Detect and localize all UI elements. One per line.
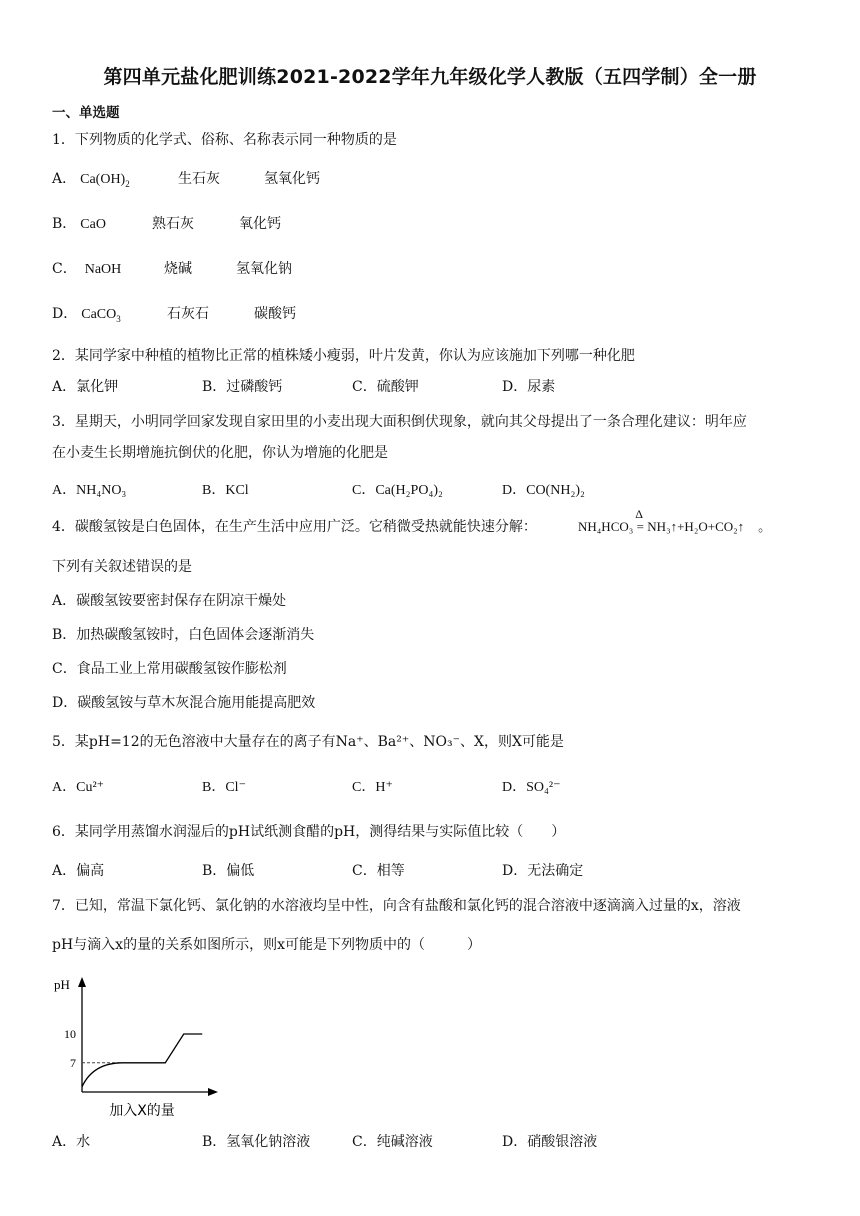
option-label: A． <box>52 171 77 187</box>
q3-option-c[interactable]: C．Ca(H₂PO₄)₂ <box>352 483 443 498</box>
q5-option-a[interactable]: A．Cu²⁺ <box>52 780 105 795</box>
q1-b-chemical-name: 氧化钙 <box>239 216 281 232</box>
q6-option-d[interactable]: D．无法确定 <box>502 863 584 879</box>
q1-d-common-name: 石灰石 <box>167 306 209 322</box>
q4-stem-line1: 4．碳酸氢铵是白色固体，在生产生活中应用广泛。它稍微受热就能快速分解： <box>52 519 537 535</box>
formula: Ca(OH) <box>80 172 126 187</box>
formula-subscript: 2 <box>125 178 130 189</box>
q1-option-d[interactable] <box>52 303 121 323</box>
y-axis-label: pH <box>54 977 70 992</box>
q1-stem: 1．下列物质的化学式、俗称、名称表示同一种物质的是 <box>52 132 397 148</box>
y-tick-label-10: 10 <box>64 1027 76 1041</box>
q1-b-common-name: 熟石灰 <box>152 216 194 232</box>
q7-option-c[interactable]: C．纯碱溶液 <box>352 1134 433 1150</box>
q2-option-c[interactable]: C．硫酸钾 <box>352 379 419 395</box>
q3-option-d[interactable]: D．CO(NH₂)₂ <box>502 483 585 498</box>
q5-stem: 5．某pH=12的无色溶液中大量存在的离子有Na⁺、Ba²⁺、NO₃⁻、X，则X可能是 <box>52 734 564 750</box>
formula: NaOH <box>84 262 122 277</box>
q5-option-b[interactable]: B．Cl⁻ <box>202 780 246 795</box>
equation-products: NH₃↑+H₂O+CO₂↑ <box>647 519 745 534</box>
heat-delta-symbol: Δ <box>635 507 644 521</box>
q3-option-b[interactable]: B．KCl <box>202 483 249 498</box>
q4-option-b[interactable]: B．加热碳酸氢铵时，白色固体会逐渐消失 <box>52 627 315 643</box>
x-axis-label: 加入X的量 <box>109 1103 175 1119</box>
q5-option-d[interactable]: D．SO₄²⁻ <box>502 780 561 795</box>
formula: CaO <box>80 217 106 232</box>
section-heading: 一、单选题 <box>52 105 120 121</box>
q7-stem-line1: 7．已知，常温下氯化钙、氯化钠的水溶液均呈中性，向含有盐酸和氯化钙的混合溶液中逐滴滴入过量的x，溶液 <box>52 898 741 914</box>
ph-curve-line <box>82 1034 202 1087</box>
x-axis-arrow-icon <box>208 1088 218 1096</box>
q3-stem-line1: 3．星期天，小明同学回家发现自家田里的小麦出现大面积倒伏现象，就向其父母提出了一条合理化建议：明年应 <box>52 414 747 430</box>
q1-option-c[interactable] <box>52 258 121 278</box>
q6-option-c[interactable]: C．相等 <box>352 863 405 879</box>
q7-option-a[interactable]: A．水 <box>52 1134 91 1150</box>
q4-stem-line2: 下列有关叙述错误的是 <box>52 559 192 575</box>
equation-reactant: NH₄HCO₃ <box>578 519 634 534</box>
q7-stem-line2: pH与滴入x的量的关系如图所示，则x可能是下列物质中的（ ） <box>52 937 481 953</box>
q2-option-d[interactable]: D．尿素 <box>502 379 556 395</box>
y-tick-label-7: 7 <box>70 1055 76 1070</box>
q1-a-chemical-name: 氢氧化钙 <box>264 171 320 187</box>
decomposition-equation <box>578 507 772 535</box>
q1-option-a[interactable] <box>52 168 130 188</box>
q3-stem-line2: 在小麦生长期增施抗倒伏的化肥，你认为增施的化肥是 <box>52 445 388 461</box>
q4-option-c[interactable]: C．食品工业上常用碳酸氢铵作膨松剂 <box>52 661 287 677</box>
q5-option-c[interactable]: C．H⁺ <box>352 780 393 795</box>
q1-c-common-name: 烧碱 <box>164 261 192 277</box>
formula-subscript: 3 <box>116 313 121 324</box>
q1-c-chemical-name: 氢氧化钠 <box>236 261 292 277</box>
q1-a-common-name: 生石灰 <box>178 171 220 187</box>
q6-option-a[interactable]: A．偏高 <box>52 863 105 879</box>
q1-d-chemical-name: 碳酸钙 <box>254 306 296 322</box>
option-label: D． <box>52 306 78 322</box>
page-title: 第四单元盐化肥训练2021-2022学年九年级化学人教版（五四学制）全一册 <box>103 66 757 88</box>
ph-titration-chart <box>40 968 240 1120</box>
q6-option-b[interactable]: B．偏低 <box>202 863 255 879</box>
option-label: C． <box>52 261 77 277</box>
q3-option-a[interactable]: A．NH₄NO₃ <box>52 483 127 498</box>
q1-option-b[interactable] <box>52 213 106 233</box>
equation-equals-sign: Δ = <box>635 507 644 534</box>
q7-option-d[interactable]: D．硝酸银溶液 <box>502 1134 598 1150</box>
option-label: B． <box>52 216 77 232</box>
q2-stem: 2．某同学家中种植的植物比正常的植株矮小瘦弱，叶片发黄，你认为应该施加下列哪一种化肥 <box>52 348 635 364</box>
y-axis-arrow-icon <box>78 977 86 987</box>
q4-option-a[interactable]: A．碳酸氢铵要密封保存在阴凉干燥处 <box>52 593 287 609</box>
equation-end: 。 <box>758 519 772 534</box>
formula: CaCO <box>81 307 117 322</box>
q2-option-b[interactable]: B．过磷酸钙 <box>202 379 283 395</box>
q7-option-b[interactable]: B．氢氧化钠溶液 <box>202 1134 311 1150</box>
q2-option-a[interactable]: A．氯化钾 <box>52 379 119 395</box>
q4-option-d[interactable]: D．碳酸氢铵与草木灰混合施用能提高肥效 <box>52 695 316 711</box>
q6-stem: 6．某同学用蒸馏水润湿后的pH试纸测食醋的pH，测得结果与实际值比较（ ） <box>52 824 566 840</box>
